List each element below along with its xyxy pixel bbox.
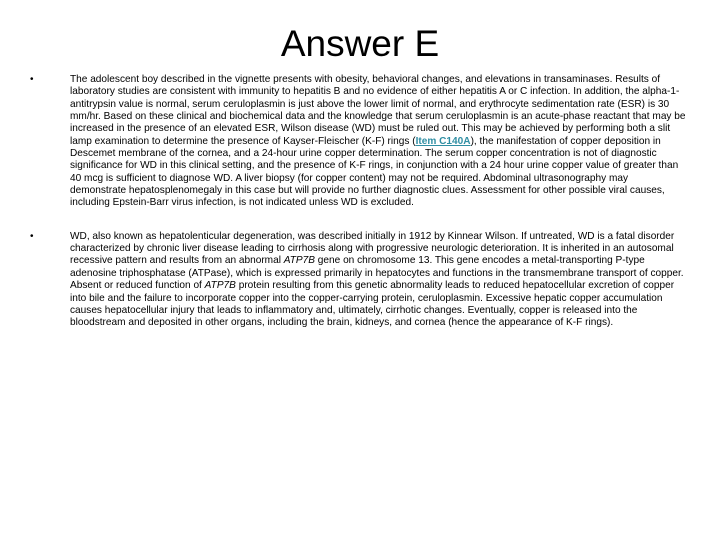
- bullet-icon: •: [30, 74, 34, 85]
- bullet-text: [70, 74, 686, 208]
- item-c140a-link[interactable]: Item C140A: [415, 135, 471, 147]
- bullet-item-diagnosis: [30, 74, 686, 210]
- bullet-item-pathophysiology: [30, 231, 686, 330]
- bullet-icon: •: [30, 230, 34, 242]
- bullet-text-part: ), the manifestation of copper deposition in Descemet membrane of the cornea, and a 24-hour urine copper determination. The serum copper concentration is not of diagnostic significance for WD in this clinical setting, and the presence of K-F rings, in conjunction with a 24 hour urine copper value of greater than 40 mcg is sufficient to diagnose WD. A liver biopsy (for copper content) may not be required. Abdominal ultrasonography may demonstrate hepatosplenomegaly in this case but will provide no further diagnostic clues. Assessment for other possible viral causes, including Epstein-Barr virus infection, is not indicated unless WD is excluded.: [70, 135, 679, 209]
- bullet-text-part: protein resulting from this genetic abnormality leads to reduced hepatocellular excretion of copper into bile and the failure to incorporate copper into the copper-carrying protein, ceruloplasmin. Excessive hepatic copper accumulation causes hepatocellular injury that leads to inflammatory and, ultimately, cirrhotic changes. Eventually, copper is released into the bloodstream and deposited in other organs, including the brain, kidneys, and cornea (hence the appearance of K-F rings).: [70, 280, 675, 329]
- bullet-text: [70, 231, 684, 328]
- bullet-text-part: gene on chromosome 13. This gene encodes a metal-transporting P-type adenosine triphosphatase (ATPase), which is expressed primarily in hepatocytes and functions in the transmembrane transport of copper. Absent or reduced function of: [70, 255, 684, 292]
- bullet-text-part: The adolescent boy described in the vignette presents with obesity, behavioral changes, and elevations in transaminases. Results of laboratory studies are consistent with immunity to hepatitis B and no evidence of either hepatitis A or C infection. In addition, the alpha-1-antitrypsin value is normal, serum ceruloplasmin is just above the lower limit of normal, and erythrocyte sedimentation rate (ESR) is 30 mm/hr. Based on these clinical and biochemical data and the knowledge that serum ceruloplasmin is an acute-phase reactant that may be increased in the presence of an elevated ESR, Wilson disease (WD) must be ruled out. This may be achieved by performing both a slit lamp examination to determine the presence of Kayser-Fleischer (K-F) rings (: [70, 74, 686, 147]
- slide-title: Answer E: [280, 23, 440, 64]
- bullet-text-part: WD, also known as hepatolenticular degeneration, was described initially in 1912 by Kinnear Wilson. If untreated, WD is a fatal disorder characterized by chronic liver disease leading to cirrhosis along with progressive neurologic deterioration. It is inherited in an autosomal recessive pattern and results from an abnormal: [70, 230, 675, 267]
- bullet-list: [30, 74, 686, 330]
- gene-name: ATP7B: [204, 280, 236, 292]
- gene-name: ATP7B: [283, 255, 315, 267]
